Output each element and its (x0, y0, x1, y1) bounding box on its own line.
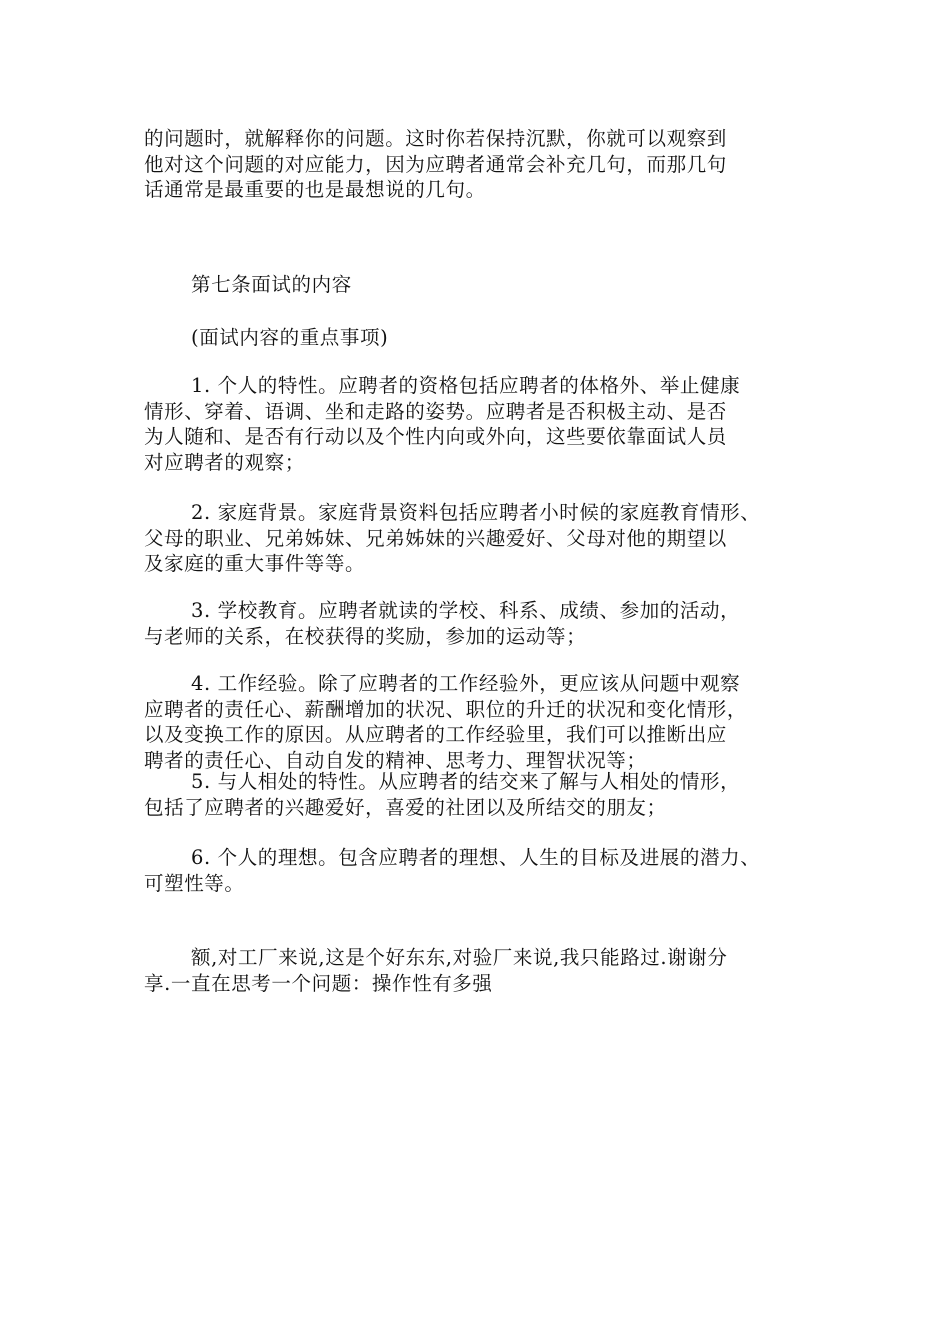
item-social-traits: 5. 与人相处的特性。从应聘者的结交来了解与人相处的情形， 包括了应聘者的兴趣爱好，喜爱的社团以及所结交的朋友； (144, 770, 741, 819)
item-school-education: 3. 学校教育。应聘者就读的学校、科系、成绩、参加的活动， 与老师的关系，在校获得的奖励，参加的运动等； (144, 599, 741, 648)
item-work-experience: 4. 工作经验。除了应聘者的工作经验外，更应该从问题中观察 应聘者的责任心、薪酬增加的状况、职位的升迁的状况和变化情形， 以及变换工作的原因。从应聘者的工作经验里，我们可以推断出应 聘者的责任心、自动自发的精神、思考力、理智状况等； (144, 672, 748, 772)
intro-paragraph: 的问题时，就解释你的问题。这时你若保持沉默，你就可以观察到 他对这个问题的对应能力，因为应聘者通常会补充几句，而那几句 话通常是最重要的也是最想说的几句。 (144, 127, 727, 201)
section-title: 第七条面试的内容 (191, 273, 352, 296)
item-family-background: 2. 家庭背景。家庭背景资料包括应聘者小时候的家庭教育情形、 父母的职业、兄弟姊妹、兄弟姊妹的兴趣爱好、父母对他的期望以 及家庭的重大事件等等。 (144, 501, 761, 575)
comment-paragraph: 额,对工厂来说,这是个好东东,对验厂来说,我只能路过.谢谢分 享.一直在思考一个问题：操作性有多强 (144, 946, 728, 995)
item-personal-ideals: 6. 个人的理想。包含应聘者的理想、人生的目标及进展的潜力、 可塑性等。 (144, 846, 761, 895)
section-subtitle: (面试内容的重点事项) (191, 326, 389, 349)
item-personal-traits: 1. 个人的特性。应聘者的资格包括应聘者的体格外、举止健康 情形、穿着、语调、坐和走路的姿势。应聘者是否积极主动、是否 为人随和、是否有行动以及个性内向或外向，这些要依靠面试人员 对应聘者的观察； (144, 374, 741, 474)
